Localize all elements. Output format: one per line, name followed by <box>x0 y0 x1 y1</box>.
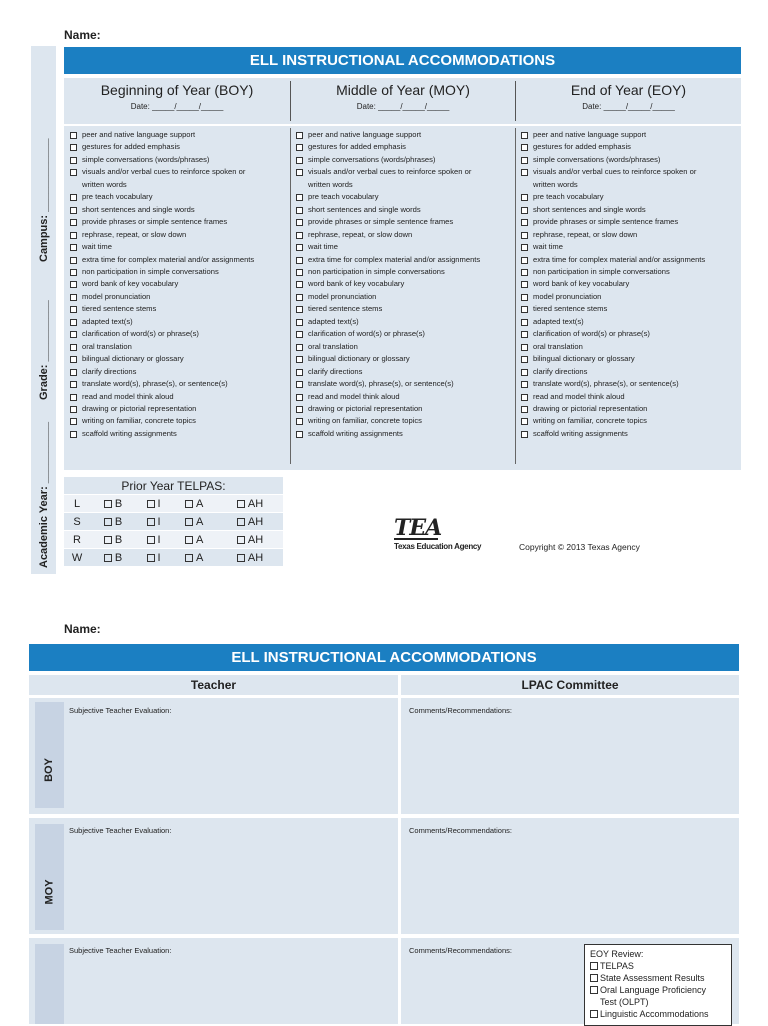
accommodation-item[interactable]: adapted text(s) <box>70 316 290 328</box>
telpas-table <box>64 476 283 566</box>
moy-title: Middle of Year (MOY) <box>336 82 470 98</box>
boy-comments-label: Comments/Recommendations: <box>409 706 512 715</box>
accommodation-item[interactable]: visuals and/or verbal cues to reinforce spoken or <box>521 166 740 178</box>
campus-field[interactable]: Campus: ____________ <box>38 138 50 262</box>
accommodation-item[interactable]: adapted text(s) <box>296 316 514 328</box>
moy-lpac-box[interactable] <box>401 818 739 934</box>
telpas-option-checkbox[interactable]: B <box>90 513 136 531</box>
accommodation-item[interactable]: pre teach vocabulary <box>296 191 514 203</box>
accommodation-item[interactable]: simple conversations (words/phrases) <box>296 154 514 166</box>
telpas-option-checkbox[interactable]: A <box>171 495 217 513</box>
boy-checklist <box>70 129 290 440</box>
accommodation-item[interactable]: adapted text(s) <box>521 316 740 328</box>
page-title: ELL INSTRUCTIONAL ACCOMMODATIONS <box>64 47 741 74</box>
accommodation-item[interactable]: peer and native language support <box>70 129 290 141</box>
accommodation-item[interactable]: non participation in simple conversations <box>296 266 514 278</box>
accommodation-item[interactable]: gestures for added emphasis <box>521 141 740 153</box>
accommodation-item[interactable]: bilingual dictionary or glossary <box>521 353 740 365</box>
lpac-header: LPAC Committee <box>401 675 739 695</box>
accommodation-item[interactable]: writing on familiar, concrete topics <box>521 415 740 427</box>
telpas-option-checkbox[interactable]: B <box>90 549 136 567</box>
name-label: Name: <box>64 28 101 42</box>
accommodation-item[interactable]: visuals and/or verbal cues to reinforce spoken or <box>296 166 514 178</box>
accommodation-item[interactable]: tiered sentence stems <box>70 303 290 315</box>
accommodation-item[interactable]: short sentences and single words <box>70 204 290 216</box>
telpas-option-checkbox[interactable]: I <box>136 549 171 567</box>
accommodation-item[interactable]: model pronunciation <box>521 291 740 303</box>
accommodation-item[interactable]: visuals and/or verbal cues to reinforce spoken or <box>70 166 290 178</box>
accommodation-item[interactable]: non participation in simple conversations <box>70 266 290 278</box>
accommodation-item[interactable]: peer and native language support <box>521 129 740 141</box>
moy-teacher-eval-label: Subjective Teacher Evaluation: <box>69 826 172 835</box>
accommodation-item[interactable]: writing on familiar, concrete topics <box>70 415 290 427</box>
accommodation-item[interactable]: rephrase, repeat, or slow down <box>296 229 514 241</box>
moy-column-header <box>291 80 515 122</box>
accommodation-item[interactable]: provide phrases or simple sentence frames <box>70 216 290 228</box>
accommodation-item[interactable]: clarification of word(s) or phrase(s) <box>70 328 290 340</box>
accommodation-item[interactable]: pre teach vocabulary <box>70 191 290 203</box>
accommodation-item[interactable]: written words <box>308 179 353 189</box>
accommodation-item[interactable]: scaffold writing assignments <box>296 428 514 440</box>
accommodation-item[interactable]: clarification of word(s) or phrase(s) <box>296 328 514 340</box>
accommodation-item[interactable]: simple conversations (words/phrases) <box>70 154 290 166</box>
telpas-title: Prior Year TELPAS: <box>64 477 283 495</box>
accommodation-item[interactable]: non participation in simple conversations <box>521 266 740 278</box>
telpas-option-checkbox[interactable]: AH <box>217 549 283 567</box>
accommodation-item[interactable]: written words <box>82 179 127 189</box>
eoy-comments-label: Comments/Recommendations: <box>409 946 512 955</box>
teacher-header: Teacher <box>29 675 398 695</box>
boy-title: Beginning of Year (BOY) <box>100 82 254 98</box>
telpas-option-checkbox[interactable]: A <box>171 513 217 531</box>
accommodation-item[interactable]: translate word(s), phrase(s), or sentence(s) <box>296 378 514 390</box>
eoy-review-item-continued: Test (OLPT) <box>600 997 649 1007</box>
accommodation-item[interactable]: drawing or pictorial representation <box>70 403 290 415</box>
accommodation-item[interactable]: read and model think aloud <box>70 391 290 403</box>
accommodation-item[interactable]: bilingual dictionary or glossary <box>70 353 290 365</box>
accommodation-item[interactable]: scaffold writing assignments <box>521 428 740 440</box>
telpas-option-checkbox[interactable]: B <box>90 531 136 549</box>
academic-year-field[interactable]: Academic Year: __________ <box>38 422 50 568</box>
accommodation-item[interactable]: rephrase, repeat, or slow down <box>521 229 740 241</box>
telpas-row <box>64 549 283 567</box>
accommodation-item[interactable]: word bank of key vocabulary <box>70 278 290 290</box>
boy-column-header <box>64 80 290 122</box>
accommodation-item[interactable]: word bank of key vocabulary <box>296 278 514 290</box>
accommodation-item[interactable]: read and model think aloud <box>521 391 740 403</box>
eoy-checklist <box>521 129 740 440</box>
accommodation-item[interactable]: model pronunciation <box>296 291 514 303</box>
eoy-review-title: EOY Review: <box>590 949 644 959</box>
boy-teacher-box[interactable] <box>29 698 398 814</box>
telpas-domain: L <box>64 495 90 513</box>
accommodation-item[interactable]: provide phrases or simple sentence frames <box>296 216 514 228</box>
telpas-row <box>64 495 283 513</box>
accommodation-item[interactable]: read and model think aloud <box>296 391 514 403</box>
accommodation-item[interactable]: translate word(s), phrase(s), or sentence(s) <box>521 378 740 390</box>
copyright: Copyright © 2013 Texas Agency <box>519 542 640 552</box>
divider <box>290 128 291 464</box>
telpas-domain: W <box>64 549 90 567</box>
boy-date[interactable]: Date: _____/_____/_____ <box>130 102 224 111</box>
telpas-option-checkbox[interactable]: I <box>136 513 171 531</box>
accommodation-item[interactable]: drawing or pictorial representation <box>521 403 740 415</box>
accommodation-item[interactable]: wait time <box>70 241 290 253</box>
moy-row-label: MOY <box>35 824 64 930</box>
tea-logo-mark: TEA <box>394 515 442 541</box>
telpas-option-checkbox[interactable]: I <box>136 531 171 549</box>
accommodation-item[interactable]: extra time for complex material and/or assignments <box>521 254 740 266</box>
accommodation-item[interactable]: model pronunciation <box>70 291 290 303</box>
accommodation-item[interactable]: provide phrases or simple sentence frames <box>521 216 740 228</box>
boy-teacher-eval-label: Subjective Teacher Evaluation: <box>69 706 172 715</box>
telpas-option-checkbox[interactable]: B <box>90 495 136 513</box>
accommodation-item[interactable]: clarify directions <box>296 366 514 378</box>
eoy-row-label <box>35 944 64 1024</box>
eoy-review-item[interactable]: TELPAS <box>585 960 731 972</box>
telpas-row <box>64 531 283 549</box>
telpas-option-checkbox[interactable]: AH <box>217 513 283 531</box>
eoy-review-box <box>584 944 732 1026</box>
telpas-domain: S <box>64 513 90 531</box>
eoy-column-header <box>516 80 741 122</box>
moy-comments-label: Comments/Recommendations: <box>409 826 512 835</box>
accommodation-item[interactable]: pre teach vocabulary <box>521 191 740 203</box>
accommodation-item[interactable]: tiered sentence stems <box>521 303 740 315</box>
eoy-title: End of Year (EOY) <box>570 82 687 98</box>
accommodation-item[interactable]: clarify directions <box>70 366 290 378</box>
telpas-option-checkbox[interactable]: A <box>171 531 217 549</box>
telpas-row <box>64 513 283 531</box>
accommodation-item[interactable]: writing on familiar, concrete topics <box>296 415 514 427</box>
accommodation-item[interactable]: wait time <box>296 241 514 253</box>
accommodation-item[interactable]: short sentences and single words <box>296 204 514 216</box>
accommodation-item[interactable]: scaffold writing assignments <box>70 428 290 440</box>
grade-field[interactable]: Grade: __________ <box>38 300 50 400</box>
accommodation-item[interactable]: simple conversations (words/phrases) <box>521 154 740 166</box>
accommodation-item[interactable]: peer and native language support <box>296 129 514 141</box>
divider <box>515 128 516 464</box>
accommodation-item[interactable]: word bank of key vocabulary <box>521 278 740 290</box>
accommodation-item[interactable]: oral translation <box>521 341 740 353</box>
page-title-2: ELL INSTRUCTIONAL ACCOMMODATIONS <box>29 644 739 671</box>
accommodation-item[interactable]: clarify directions <box>521 366 740 378</box>
moy-teacher-box[interactable] <box>29 818 398 934</box>
accommodation-item[interactable]: clarification of word(s) or phrase(s) <box>521 328 740 340</box>
boy-lpac-box[interactable] <box>401 698 739 814</box>
name-label-2: Name: <box>64 622 101 636</box>
tea-logo <box>394 515 482 551</box>
moy-date[interactable]: Date: _____/_____/_____ <box>356 102 450 111</box>
eoy-review-item[interactable]: Oral Language Proficiency <box>585 984 731 996</box>
accommodation-item[interactable]: wait time <box>521 241 740 253</box>
accommodation-item[interactable]: oral translation <box>296 341 514 353</box>
telpas-option-checkbox[interactable]: A <box>171 549 217 567</box>
accommodation-item[interactable]: oral translation <box>70 341 290 353</box>
telpas-option-checkbox[interactable]: I <box>136 495 171 513</box>
telpas-option-checkbox[interactable]: AH <box>217 531 283 549</box>
accommodation-item[interactable]: translate word(s), phrase(s), or sentence(s) <box>70 378 290 390</box>
boy-row-label: BOY <box>35 702 64 808</box>
accommodation-item[interactable]: gestures for added emphasis <box>296 141 514 153</box>
accommodation-item[interactable]: tiered sentence stems <box>296 303 514 315</box>
eoy-date[interactable]: Date: _____/_____/_____ <box>582 102 675 111</box>
accommodation-item[interactable]: drawing or pictorial representation <box>296 403 514 415</box>
accommodation-item[interactable]: extra time for complex material and/or assignments <box>296 254 514 266</box>
accommodation-item[interactable]: rephrase, repeat, or slow down <box>70 229 290 241</box>
telpas-domain: R <box>64 531 90 549</box>
accommodation-item[interactable]: written words <box>533 179 578 189</box>
accommodation-item[interactable]: extra time for complex material and/or assignments <box>70 254 290 266</box>
eoy-teacher-eval-label: Subjective Teacher Evaluation: <box>69 946 172 955</box>
telpas-option-checkbox[interactable]: AH <box>217 495 283 513</box>
accommodation-item[interactable]: gestures for added emphasis <box>70 141 290 153</box>
tea-logo-name: Texas Education Agency <box>394 542 482 551</box>
eoy-review-item[interactable]: Linguistic Accommodations <box>585 1008 731 1020</box>
eoy-review-item[interactable]: State Assessment Results <box>585 972 731 984</box>
moy-checklist <box>296 129 514 440</box>
accommodation-item[interactable]: bilingual dictionary or glossary <box>296 353 514 365</box>
accommodation-item[interactable]: short sentences and single words <box>521 204 740 216</box>
